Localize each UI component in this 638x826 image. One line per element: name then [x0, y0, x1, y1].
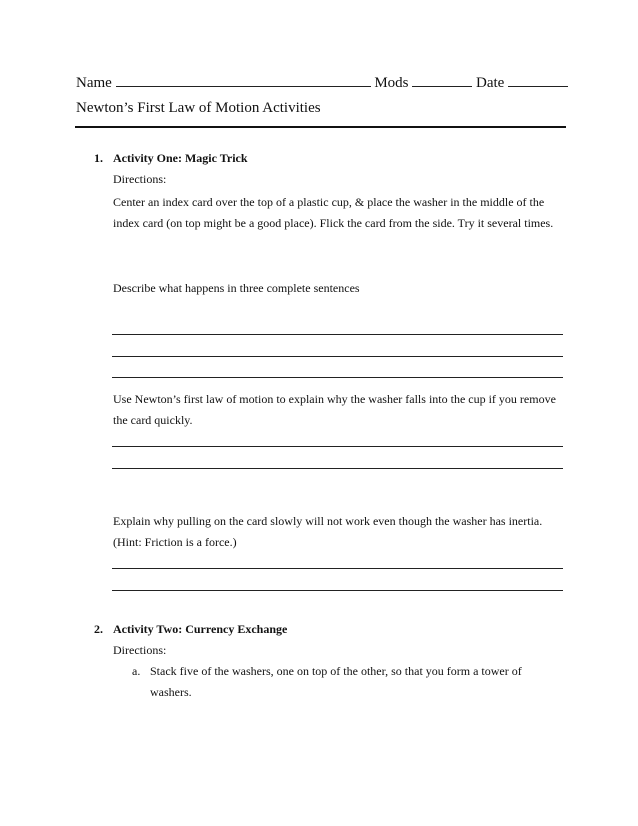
answer-line[interactable]: [112, 468, 563, 469]
activity-2-number: 2.: [94, 622, 103, 636]
header-fields: [76, 74, 566, 92]
activity-1-number: 1.: [94, 151, 103, 165]
page-title: Newton’s First Law of Motion Activities: [76, 100, 321, 116]
question-1: Describe what happens in three complete sentences: [113, 281, 360, 295]
answer-line[interactable]: [112, 568, 563, 569]
question-2: Use Newton’s first law of motion to explain why the washer falls into the cup if you remove the card quickly.: [113, 392, 556, 427]
title-divider: [75, 126, 566, 128]
answer-line[interactable]: [112, 377, 563, 378]
name-blank[interactable]: [116, 74, 371, 87]
name-label: Name: [76, 75, 112, 91]
step-a-letter: a.: [132, 664, 141, 678]
activity-2-directions-label: Directions:: [113, 643, 167, 657]
mods-label: Mods: [374, 75, 409, 91]
mods-blank[interactable]: [412, 74, 472, 87]
activity-1-title: Activity One: Magic Trick: [113, 151, 248, 165]
answer-line[interactable]: [112, 356, 563, 357]
date-blank[interactable]: [508, 74, 568, 87]
date-label: Date: [476, 75, 505, 91]
activity-1-directions-text: Center an index card over the top of a plastic cup, & place the washer in the middle of the index card (on top might be a good place). Flick the card from the side. Try it several times.: [113, 195, 554, 230]
step-a-text: Stack five of the washers, one on top of the other, so that you form a tower of washers.: [150, 664, 522, 699]
activity-1-directions-label: Directions:: [113, 172, 167, 186]
question-3: Explain why pulling on the card slowly will not work even though the washer has inertia. (Hint: Friction is a force.): [113, 514, 543, 549]
answer-line[interactable]: [112, 334, 563, 335]
activity-2-title: Activity Two: Currency Exchange: [113, 622, 288, 636]
answer-line[interactable]: [112, 590, 563, 591]
answer-line[interactable]: [112, 446, 563, 447]
